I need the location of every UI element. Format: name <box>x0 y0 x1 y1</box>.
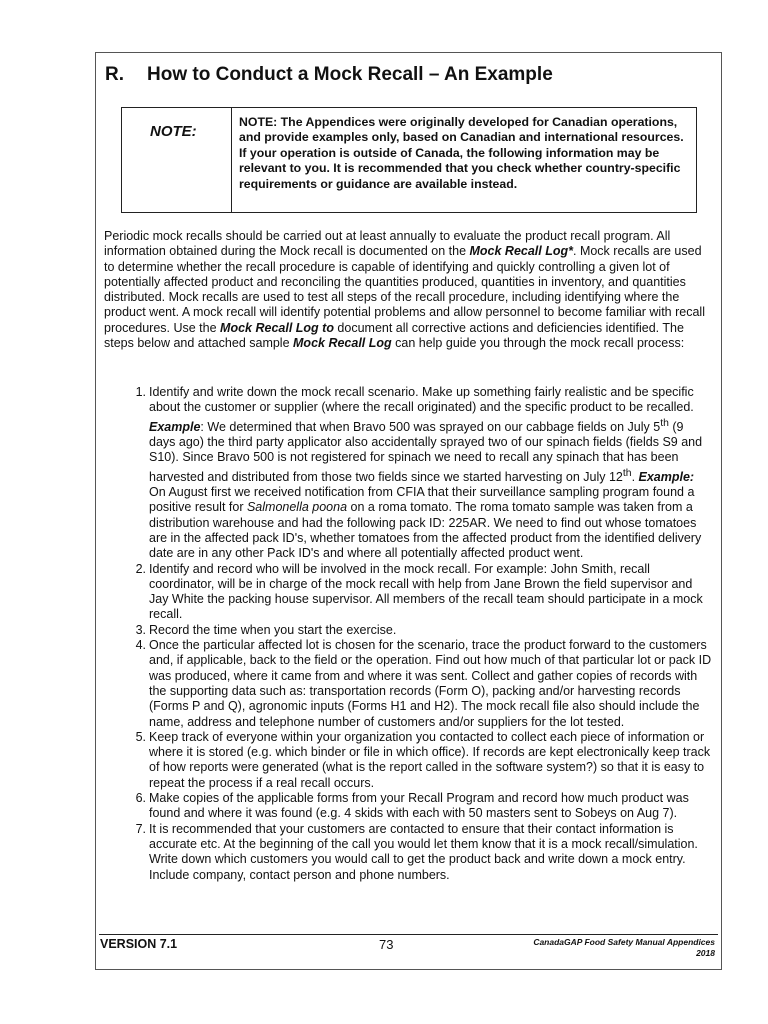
intro-text-3: document all corrective actions and deficiencies identified. The steps below and attached sample <box>104 320 684 351</box>
manual-name: CanadaGAP Food Safety Manual Appendices <box>533 937 715 947</box>
step-text-part: : We determined that when Bravo 500 was sprayed on our cabbage fields on July 5 <box>200 419 661 434</box>
step-text: Record the time when you start the exercise. <box>149 622 397 637</box>
intro-text-1: Periodic mock recalls should be carried out at least annually to evaluate the product recall program. All information obtained during the Mock recall is documented on the <box>104 229 671 259</box>
page-footer <box>95 934 722 968</box>
mock-recall-log-ref: Mock Recall Log <box>293 336 392 351</box>
page-number: 73 <box>379 937 394 952</box>
step-number: 2. <box>135 561 146 576</box>
mock-recall-log-ref: Mock Recall Log* <box>469 244 573 259</box>
footer-rule <box>99 934 718 935</box>
step-number: 5. <box>135 729 146 744</box>
manual-year: 2018 <box>696 948 715 958</box>
superscript: th <box>660 417 669 429</box>
steps-list <box>104 385 712 883</box>
version-label: VERSION 7.1 <box>100 937 178 951</box>
list-item <box>104 730 712 791</box>
intro-paragraph <box>104 229 712 351</box>
note-label: NOTE: <box>122 108 232 212</box>
step-number: 6. <box>135 791 146 806</box>
section-letter: R. <box>105 64 124 85</box>
step-number: 3. <box>135 622 146 637</box>
section-heading <box>105 64 553 86</box>
example-label: Example <box>149 419 201 434</box>
step-text: Once the particular affected lot is chosen for the scenario, trace the product forward to the customers and, if applicable, back to the field or the operation. Find out how much of that particular lot or pack ID was produced, where it came from and where it was sent. Collect and gather copies of records with the supporting data such as: transportation records (Form O), packing and/or harvesting records (Forms P and Q), agronomic inputs (Forms H1 and H2). The mock recall file also should include the name, address and telephone number of customers and/or suppliers for the lot tested. <box>149 638 712 729</box>
step-number: 1. <box>135 385 146 399</box>
step-number: 7. <box>135 821 146 836</box>
step-text: Keep track of everyone within your organization you contacted to collect each piece of information or where it is stored (e.g. which binder or file in which office). If records are kept electronically keep track of how reports were generated (what is the report called in the software system?) so that it is easy to repeat the process if a real recall occurs. <box>149 729 711 790</box>
manual-title <box>533 937 715 959</box>
step-text-part: On August first we received notification from CFIA that their surveillance sampling program found a positive result for <box>149 485 695 515</box>
note-box <box>121 107 697 213</box>
step-text-part: . <box>631 469 639 484</box>
organism-name: Salmonella poona <box>246 500 348 515</box>
step-number: 4. <box>135 638 146 653</box>
list-item <box>104 638 712 730</box>
section-title: How to Conduct a Mock Recall – An Example <box>147 64 553 85</box>
list-item <box>104 791 712 822</box>
step-text-part: Identify and write down the mock recall scenario. Make up something fairly realistic and be specific about the customer or supplier (where the recall originated) and the specific product to be recalled. <box>149 385 694 415</box>
step-text-part: (9 days ago) the third party applicator also accidentally sprayed two of our spinach fields (fields S9 and S10). Since Bravo 500 is not registered for spinach we need to recall any spinach that has been harvested and distributed from those two fields since we started harvesting on July 12 <box>149 419 703 484</box>
mock-recall-log-ref: Mock Recall Log to <box>220 320 334 335</box>
step-text: Make copies of the applicable forms from your Recall Program and record how much product was found and where it was found (e.g. 4 skids with each with 50 masters sent to Sobeys on Aug 7). <box>149 791 689 821</box>
step-text: Identify and record who will be involved in the mock recall. For example: John Smith, recall coordinator, will be in charge of the mock recall with help from Jane Brown the field supervisor and Jay White the packing house supervisor. All members of the recall team should participate in a mock recall. <box>149 561 703 622</box>
step-text: It is recommended that your customers are contacted to ensure that their contact information is accurate etc. At the beginning of the call you would let them know that it is a mock recall/simulation. Write down which customers you would call to get the product back and write down a mock entry. Include company, contact person and phone numbers. <box>149 821 698 882</box>
superscript: th <box>622 467 632 479</box>
list-item <box>104 562 712 623</box>
note-text: NOTE: The Appendices were originally developed for Canadian operations, and provide examples only, based on Canadian and international resources. If your operation is outside of Canada, the following information may be relevant to you. It is recommended that you check whether country-specific requirements or guidance are available instead. <box>239 115 684 191</box>
list-item <box>104 385 712 562</box>
list-item <box>104 822 712 883</box>
intro-text-4: can help guide you through the mock recall process: <box>391 336 685 351</box>
list-item <box>104 623 712 638</box>
intro-text-2: . Mock recalls are used to determine whether the recall procedure is capable of identifying and quickly controlling a given lot of potentially affected product and reconciling the quantities produced, quantities in inventory, and quantities distributed. Mock recalls are used to test all steps of the recall procedure, including identifying where the product went. A mock recall will identify potential problems and allow personnel to become familiar with recall procedures. Use the <box>104 244 705 335</box>
step-text <box>149 385 712 562</box>
step-text-part: on a roma tomato. The roma tomato sample was taken from a distribution warehouse and had the following pack ID: 225AR. We need to find out whose tomatoes are in the affected pack ID's, whether tomatoes from the affected product from the identified delivery date are in any other Pack ID's and where all potentially affected product went. <box>149 500 702 561</box>
example-label: Example: <box>638 469 695 484</box>
